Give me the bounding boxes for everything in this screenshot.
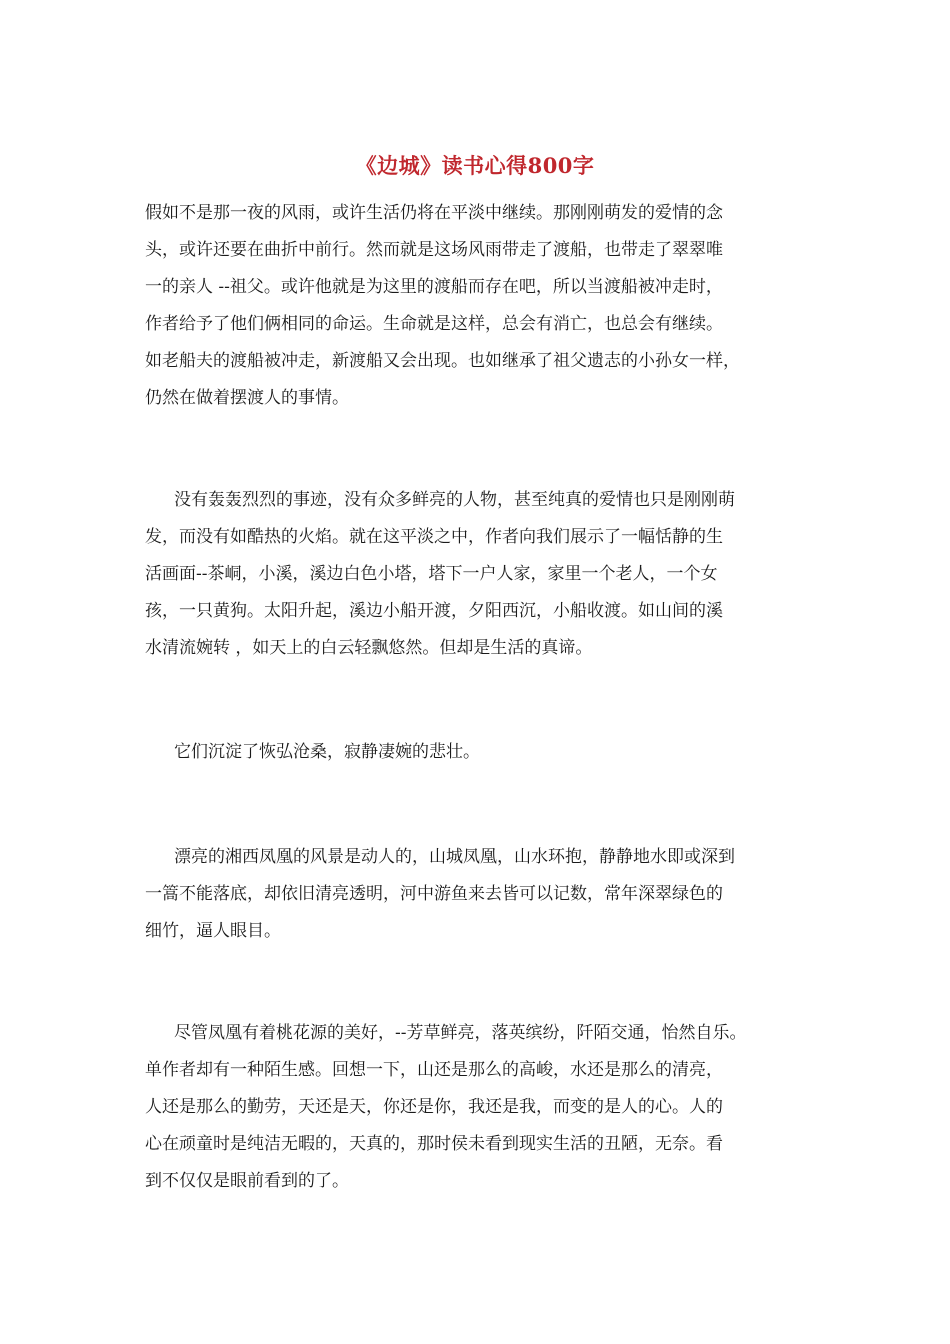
paragraph-line: 活画面--茶峒，小溪，溪边白色小塔，塔下一户人家，家里一个老人，一个女 [145,564,718,584]
paragraph-line: 一篙不能落底，却依旧清亮透明，河中游鱼来去皆可以记数，常年深翠绿色的 [145,884,723,904]
paragraph-line: 漂亮的湘西凤凰的风景是动人的，山城凤凰，山水环抱，静静地水即或深到 [174,847,735,867]
paragraph-line: 假如不是那一夜的风雨，或许生活仍将在平淡中继续。那刚刚萌发的爱情的念 [145,203,723,223]
paragraph-line: 作者给予了他们俩相同的命运。生命就是这样，总会有消亡，也总会有继续。 [145,314,723,334]
paragraph-line: 到不仅仅是眼前看到的了。 [145,1171,349,1191]
paragraph-line: 一的亲人 --祖父。或许他就是为这里的渡船而存在吧，所以当渡船被冲走时， [145,277,723,297]
paragraph-5 [145,1015,825,1200]
paragraph-line: 心在顽童时是纯洁无暇的，天真的，那时侯未看到现实生活的丑陋，无奈。看 [145,1134,723,1154]
paragraph-line: 头，或许还要在曲折中前行。然而就是这场风雨带走了渡船，也带走了翠翠唯 [145,240,723,260]
paragraph-line: 单作者却有一种陌生感。回想一下，山还是那么的高峻，水还是那么的清亮， [145,1060,723,1080]
paragraph-line: 孩，一只黄狗。太阳升起，溪边小船开渡，夕阳西沉，小船收渡。如山间的溪 [145,601,723,621]
document-title: 《边城》读书心得800字 [355,153,595,178]
paragraph-line: 细竹，逼人眼目。 [145,921,281,941]
paragraph-line: 发，而没有如酷热的火焰。就在这平淡之中，作者向我们展示了一幅恬静的生 [145,527,723,547]
paragraph-3 [145,734,825,771]
paragraph-line: 水清流婉转 ，如天上的白云轻飘悠然。但却是生活的真谛。 [145,638,593,658]
paragraph-line: 人还是那么的勤劳，天还是天，你还是你，我还是我，而变的是人的心。人的 [145,1097,723,1117]
paragraph-4 [145,839,825,950]
paragraph-line: 如老船夫的渡船被冲走，新渡船又会出现。也如继承了祖父遗志的小孙女一样， [145,351,740,371]
paragraph-line: 它们沉淀了恢弘沧桑，寂静凄婉的悲壮。 [174,742,480,762]
paragraph-line: 尽管凤凰有着桃花源的美好，--芳草鲜亮，落英缤纷，阡陌交通，怡然自乐。 [174,1023,747,1043]
paragraph-line: 仍然在做着摆渡人的事情。 [145,388,349,408]
paragraph-2 [145,482,825,667]
paragraph-line: 没有轰轰烈烈的事迹，没有众多鲜亮的人物，甚至纯真的爱情也只是刚刚萌 [174,490,735,510]
paragraph-1 [145,195,825,417]
